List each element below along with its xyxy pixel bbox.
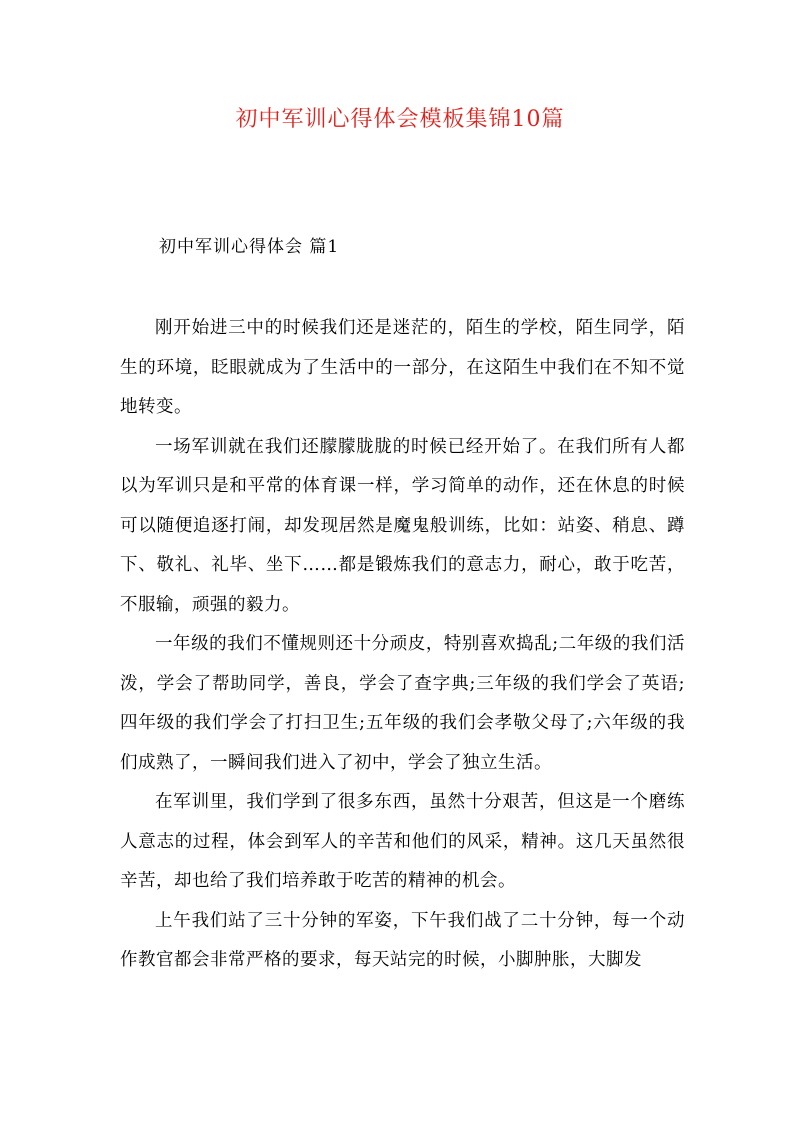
paragraph: 在军训里，我们学到了很多东西，虽然十分艰苦，但这是一个磨练人意志的过程，体会到军人的辛苦和他们的风采，精神。这几天虽然很辛苦，却也给了我们培养敢于吃苦的精神的机会。 [120, 792, 685, 891]
paragraph: 上午我们站了三十分钟的军姿，下午我们战了二十分钟，每一个动作教官都会非常严格的要求，每天站完的时候，小脚肿胀，大脚发 [120, 910, 685, 970]
paragraph: 一场军训就在我们还朦朦胧胧的时候已经开始了。在我们所有人都以为军训只是和平常的体育课一样，学习简单的动作，还在休息的时候可以随便追逐打闹，却发现居然是魔鬼般训练，比如：站姿、稍息、蹲下、敬礼、礼毕、坐下……都是锻炼我们的意志力，耐心，敢于吃苦，不服输，顽强的毅力。 [120, 436, 685, 615]
paragraph: 一年级的我们不懂规则还十分顽皮，特别喜欢捣乱;二年级的我们活泼，学会了帮助同学，善良，学会了查字典;三年级的我们学会了英语;四年级的我们学会了打扫卫生;五年级的我们会孝敬父母了;六年级的我们成熟了，一瞬间我们进入了初中，学会了独立生活。 [120, 634, 685, 773]
document-body [120, 309, 685, 981]
section-title: 初中军训心得体会 篇1 [159, 237, 340, 257]
document-title: 初中军训心得体会模板集锦10篇 [235, 107, 565, 132]
paragraph: 刚开始进三中的时候我们还是迷茫的，陌生的学校，陌生同学，陌生的环境，眨眼就成为了生活中的一部分，在这陌生中我们在不知不觉地转变。 [120, 318, 685, 417]
